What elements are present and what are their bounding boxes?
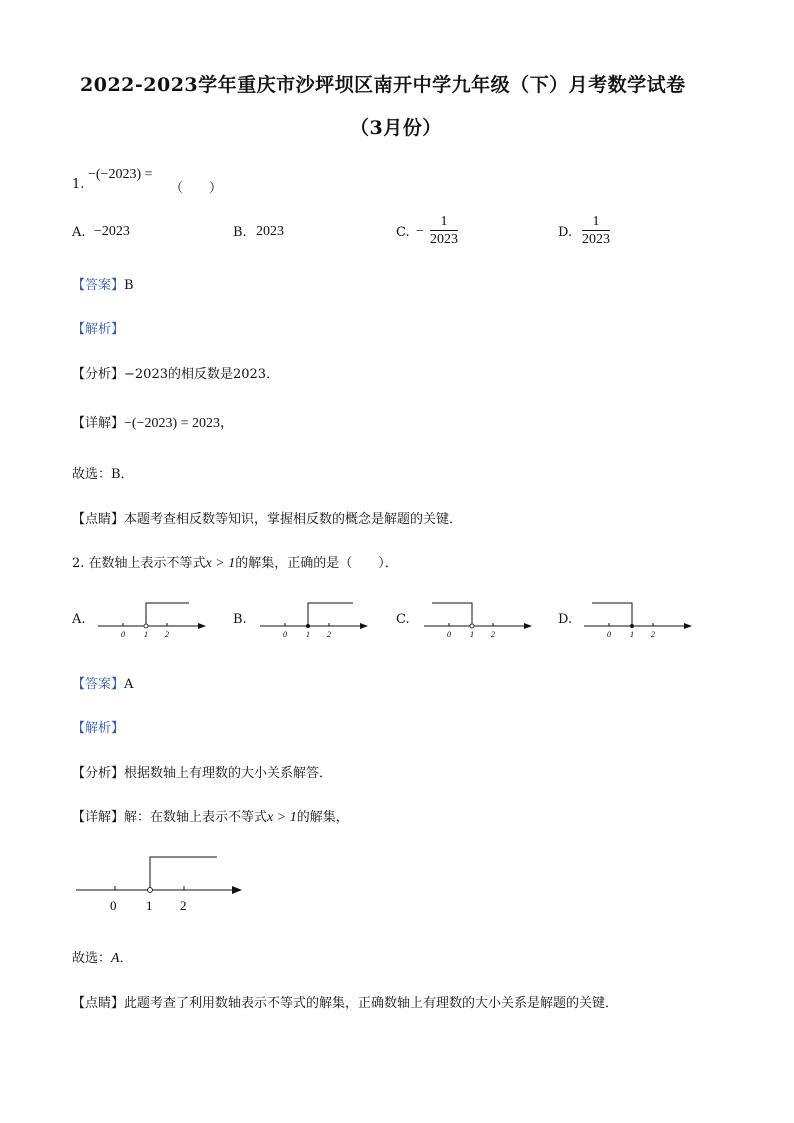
xiangjie-line bbox=[72, 806, 349, 826]
question-2-inequality: x > 1 bbox=[205, 556, 236, 571]
choice-line bbox=[72, 947, 133, 967]
xiangjie-tag: 【详解】 bbox=[72, 416, 125, 431]
dianjing-text: 此题考查了利用数轴表示不等式的解集，正确数轴上有理数的大小关系是解题的关键． bbox=[124, 996, 619, 1011]
answer-paren: （ ） bbox=[170, 181, 223, 196]
tick-label: 1 bbox=[630, 630, 634, 639]
tick-label: 2 bbox=[327, 630, 331, 639]
option-d-denominator: 2023 bbox=[582, 232, 610, 247]
xiangjie-tag: 【详解】 bbox=[72, 810, 125, 825]
tick-label: 1 bbox=[306, 630, 310, 639]
paper-subtitle: （3月份） bbox=[350, 117, 442, 139]
xiangjie-lead: 解：在数轴上表示不等式 bbox=[124, 810, 268, 825]
paper-title: 2022-2023学年重庆市沙坪坝区南开中学九年级（下）月考数学试卷 bbox=[80, 74, 686, 96]
question-expression: −(−2023) = bbox=[88, 167, 153, 182]
choice-line: 故选：B． bbox=[72, 467, 134, 482]
option-a-value: −2023 bbox=[94, 224, 130, 239]
tick-label: 2 bbox=[491, 630, 495, 639]
dianjing-tag: 【点睛】 bbox=[72, 512, 125, 527]
dianjing-tag: 【点睛】 bbox=[72, 996, 125, 1011]
option-d-number-line bbox=[582, 598, 694, 642]
choice-letter: A bbox=[111, 951, 120, 966]
dianjing-line bbox=[72, 992, 618, 1011]
option-a-number-line bbox=[96, 598, 208, 642]
fenxi-line bbox=[72, 762, 332, 781]
answer-value: A bbox=[124, 677, 134, 692]
tick-label: 2 bbox=[180, 898, 187, 913]
option-c-numerator: 1 bbox=[430, 213, 458, 231]
question-number: 1. bbox=[72, 177, 85, 192]
option-c-letter: C. bbox=[396, 612, 410, 627]
tick-label: 1 bbox=[144, 630, 148, 639]
fenxi-tag: 【分析】 bbox=[72, 367, 125, 382]
option-b-value: 2023 bbox=[256, 224, 284, 239]
option-d-letter: D. bbox=[558, 225, 573, 240]
answer-line bbox=[72, 673, 133, 692]
question-2-text bbox=[72, 552, 398, 572]
fenxi-text: 根据数轴上有理数的大小关系解答． bbox=[124, 766, 333, 781]
dianjing-line bbox=[72, 508, 462, 527]
xiangjie-tail: 的解集， bbox=[296, 810, 349, 825]
option-a-letter: A. bbox=[72, 225, 86, 240]
tick-label: 0 bbox=[110, 898, 117, 913]
xiangjie-inequality: x > 1 bbox=[267, 810, 297, 825]
option-d-fraction bbox=[582, 213, 610, 249]
dianjing-text: 本题考查相反数等知识，掌握相反数的概念是解题的关键． bbox=[124, 512, 463, 527]
fenxi-text: −2023的相反数是2023． bbox=[124, 367, 280, 382]
option-c-sign: − bbox=[416, 224, 424, 239]
tick-label: 1 bbox=[470, 630, 474, 639]
option-c-letter: C. bbox=[396, 225, 410, 240]
option-c-denominator: 2023 bbox=[430, 232, 458, 247]
option-d-letter: D. bbox=[558, 612, 573, 627]
option-c-fraction bbox=[430, 213, 458, 249]
tick-label: 0 bbox=[283, 630, 287, 639]
option-c-number-line bbox=[422, 598, 534, 642]
answer-tag: 【答案】 bbox=[72, 677, 125, 692]
answer-line bbox=[72, 274, 134, 293]
question-2-lead: 2. 在数轴上表示不等式 bbox=[72, 556, 206, 571]
fenxi-tag: 【分析】 bbox=[72, 766, 125, 781]
tick-label: 2 bbox=[651, 630, 655, 639]
option-b-letter: B. bbox=[233, 612, 247, 627]
option-b-number-line bbox=[258, 598, 370, 642]
option-b-letter: B. bbox=[233, 225, 247, 240]
analysis-tag: 【解析】 bbox=[72, 721, 125, 736]
option-a-letter: A. bbox=[72, 612, 86, 627]
question-2-tail: 的解集，正确的是（ ）． bbox=[235, 556, 398, 571]
option-d-numerator: 1 bbox=[582, 213, 610, 231]
xiangjie-text: −(−2023) = 2023， bbox=[124, 416, 235, 431]
fenxi-line bbox=[72, 363, 279, 382]
tick-label: 0 bbox=[121, 630, 125, 639]
tick-label: 2 bbox=[165, 630, 169, 639]
tick-label: 1 bbox=[146, 898, 153, 913]
xiangjie-line bbox=[72, 412, 234, 432]
choice-tail: ． bbox=[119, 951, 133, 966]
answer-tag: 【答案】 bbox=[72, 278, 125, 293]
answer-value: B bbox=[124, 278, 134, 293]
tick-label: 0 bbox=[447, 630, 451, 639]
tick-label: 0 bbox=[607, 630, 611, 639]
choice-lead: 故选： bbox=[72, 951, 112, 966]
solution-number-line bbox=[74, 850, 246, 916]
analysis-tag: 【解析】 bbox=[72, 322, 125, 337]
